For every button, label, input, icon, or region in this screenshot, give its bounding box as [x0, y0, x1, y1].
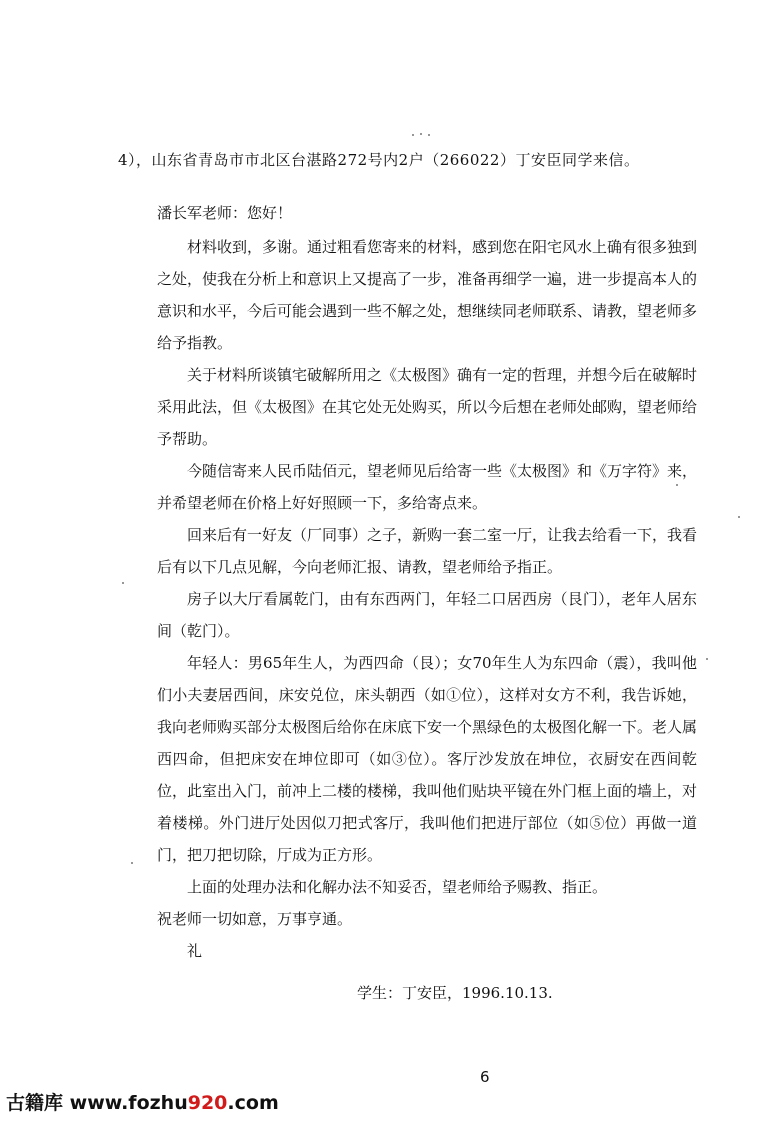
scan-speck	[420, 133, 422, 135]
watermark-url-number: 920	[187, 1092, 228, 1114]
watermark-url-suffix: .com	[227, 1092, 279, 1114]
scan-speck	[131, 862, 133, 864]
salutation: 潘长军老师：您好！	[157, 204, 293, 222]
scan-speck	[706, 658, 708, 660]
scan-speck	[412, 134, 414, 136]
closing-line: 祝老师一切如意，万事亨通。	[157, 910, 353, 928]
closing-li: 礼	[187, 942, 203, 960]
paragraph: 今随信寄来人民币陆佰元，望老师见后给寄一些《太极图》和《万字符》来，并希望老师在价格上好好照顾一下，多给寄点来。	[157, 462, 698, 512]
paragraph: 材料收到，多谢。通过粗看您寄来的材料，感到您在阳宅风水上确有很多独到之处，使我在分析上和意识上又提高了一步，准备再细学一遍，进一步提高本人的意识和水平，今后可能会遇到一些不解之处，想继续同老师联系、请教，望老师多给予指教。	[157, 238, 698, 352]
watermark-site-name: 古籍库	[6, 1092, 64, 1114]
signature: 学生：丁安臣，1996.10.13.	[357, 984, 553, 1002]
page-number: 6	[480, 1068, 490, 1086]
letter-source-header: 4），山东省青岛市市北区台湛路272号内2户（266022）丁安臣同学来信。	[118, 151, 640, 169]
scan-speck	[122, 582, 124, 584]
site-watermark	[6, 1088, 279, 1115]
paragraph: 上面的处理办法和化解办法不知妥否，望老师给予赐教、指正。	[187, 878, 608, 896]
scan-speck	[676, 484, 678, 486]
scan-speck	[428, 134, 430, 136]
watermark-url-prefix: www.fozhu	[69, 1092, 188, 1114]
paragraph: 房子以大厅看属乾门，由有东西两门，年轻二口居西房（艮门），老年人居东间（乾门）。	[157, 590, 697, 640]
paragraph: 回来后有一好友（厂同事）之子，新购一套二室一厅，让我去给看一下，我看后有以下几点见解，今向老师汇报、请教，望老师给予指正。	[157, 526, 698, 576]
paragraph: 关于材料所谈镇宅破解所用之《太极图》确有一定的哲理，并想今后在破解时采用此法，但《太极图》在其它处无处购买，所以今后想在老师处邮购，望老师给予帮助。	[157, 366, 698, 448]
letter-body	[157, 203, 697, 1009]
paragraph: 年轻人：男65年生人，为西四命（艮）；女70年生人为东四命（震），我叫他们小夫妻居西间，床安兑位，床头朝西（如①位），这样对女方不利，我告诉她，我向老师购买部分太极图后给你在床底下安一个黑绿色的太极图化解一下。老人属西四命，但把床安在坤位即可（如③位）。客厅沙发放在坤位，衣厨安在西间乾位，此室出入门，前冲上二楼的楼梯，我叫他们贴块平镜在外门框上面的墙上，对着楼梯。外门进厅处因似刀把式客厅，我叫他们把进厅部位（如⑤位）再做一道门，把刀把切除，厅成为正方形。	[157, 654, 698, 864]
scan-speck	[738, 516, 740, 518]
